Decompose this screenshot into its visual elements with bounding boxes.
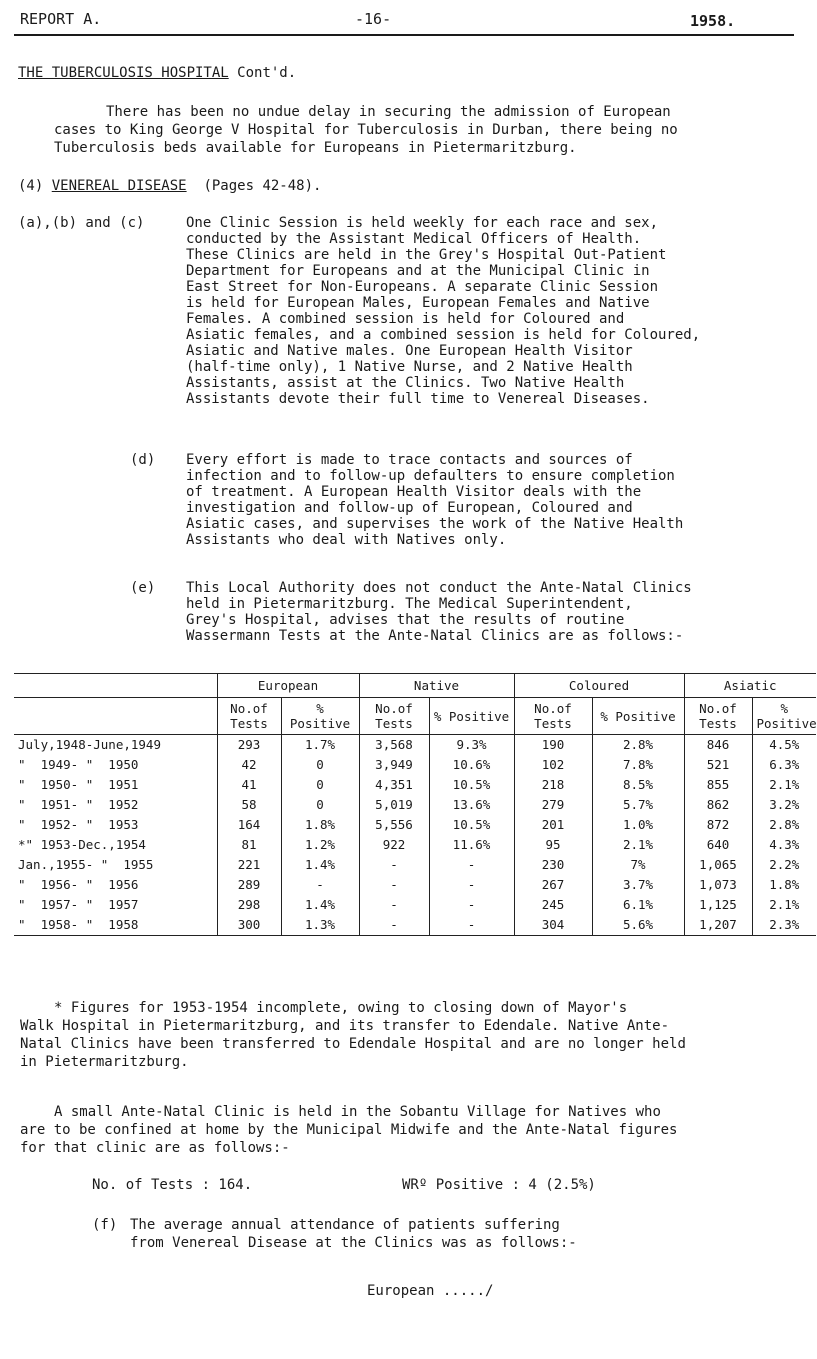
period-cell: *" 1953-Dec.,1954	[18, 837, 146, 852]
item-line: Asiatic and Native males. One European Health Visitor	[186, 343, 633, 359]
item-line: (half-time only), 1 Native Nurse, and 2 Native Health	[186, 359, 633, 375]
table-row	[14, 835, 816, 855]
positive-cell: 2.1%	[752, 775, 816, 795]
tests-cell: 872	[684, 815, 752, 835]
tests-cell: 855	[684, 775, 752, 795]
tb-paragraph-line: cases to King George V Hospital for Tuberculosis in Durban, there being no	[54, 122, 678, 138]
tests-cell: 41	[217, 775, 281, 795]
positive-cell: 1.3%	[281, 915, 359, 936]
section-heading-suffix: Cont'd.	[237, 65, 297, 81]
item-abc-label: (a),(b) and (c)	[18, 215, 145, 231]
report-label: REPORT A.	[20, 10, 102, 28]
item-line: Grey's Hospital, advises that the results of routine	[186, 612, 625, 628]
item-line: Wassermann Tests at the Ante-Natal Clinics are as follows:-	[186, 628, 684, 644]
tests-cell: 1,073	[684, 875, 752, 895]
col-tests: No.of Tests	[514, 698, 592, 735]
tests-cell: 521	[684, 755, 752, 775]
item-line: of treatment. A European Health Visitor deals with the	[186, 484, 642, 500]
col-tests: No.of Tests	[684, 698, 752, 735]
table-group-header	[14, 674, 816, 698]
positive-cell: 7%	[592, 855, 684, 875]
tests-cell: 218	[514, 775, 592, 795]
item-line: Assistants, assist at the Clinics. Two Native Health	[186, 375, 625, 391]
table-row	[14, 735, 816, 756]
positive-cell: 0	[281, 755, 359, 775]
positive-cell: 5.7%	[592, 795, 684, 815]
tests-cell: 846	[684, 735, 752, 756]
tests-cell: 245	[514, 895, 592, 915]
footnote-line: Natal Clinics have been transferred to Edendale Hospital and are no longer held	[20, 1036, 686, 1052]
positive-cell: 0	[281, 795, 359, 815]
footnote-line: * Figures for 1953-1954 incomplete, owing to closing down of Mayor's	[54, 1000, 628, 1016]
item-line: from Venereal Disease at the Clinics was as follows:-	[130, 1235, 577, 1251]
tests-cell: -	[359, 895, 429, 915]
item-line: Asiatic females, and a combined session is held for Coloured,	[186, 327, 701, 343]
positive-cell: 0	[281, 775, 359, 795]
item-line: Females. A combined session is held for Coloured and	[186, 311, 625, 327]
tests-cell: 298	[217, 895, 281, 915]
footnote-cont	[20, 1018, 686, 1070]
positive-cell: 9.3%	[429, 735, 514, 756]
tests-cell: 5,556	[359, 815, 429, 835]
positive-cell: 3.7%	[592, 875, 684, 895]
period-subheader	[14, 698, 217, 735]
footnote-line: in Pietermaritzburg.	[20, 1054, 189, 1070]
positive-cell: 2.1%	[592, 835, 684, 855]
sobantu-tests: No. of Tests : 164.	[92, 1177, 253, 1193]
tests-cell: 1,065	[684, 855, 752, 875]
tb-paragraph-text: There has been no undue delay in securing the admission of European	[106, 104, 671, 120]
period-header	[14, 674, 217, 698]
positive-cell: 5.6%	[592, 915, 684, 936]
item-f-body	[130, 1217, 577, 1251]
tests-cell: 95	[514, 835, 592, 855]
tests-cell: -	[359, 875, 429, 895]
item-line: investigation and follow-up of European, Coloured and	[186, 500, 633, 516]
positive-cell: 1.4%	[281, 895, 359, 915]
col-tests: No.of Tests	[217, 698, 281, 735]
group-european: European	[217, 674, 359, 698]
item-line: One Clinic Session is held weekly for each race and sex,	[186, 215, 659, 231]
positive-cell: 11.6%	[429, 835, 514, 855]
period-cell: " 1958- " 1958	[14, 915, 217, 936]
table-row	[14, 815, 816, 835]
tests-cell: 640	[684, 835, 752, 855]
period-cell: " 1951- " 1952	[18, 797, 139, 812]
tests-cell: 5,019	[359, 795, 429, 815]
tests-cell: -	[359, 915, 429, 936]
positive-cell: 7.8%	[592, 755, 684, 775]
positive-cell: 1.7%	[281, 735, 359, 756]
tests-cell: 922	[359, 835, 429, 855]
period-cell: " 1950- " 1951	[18, 777, 139, 792]
section-heading	[18, 65, 296, 81]
period-cell: " 1952- " 1953	[18, 817, 139, 832]
period-cell: " 1949- " 1950	[18, 757, 139, 772]
footnote	[54, 1000, 799, 1016]
item-line: infection and to follow-up defaulters to ensure completion	[186, 468, 675, 484]
item-e-body	[186, 580, 692, 644]
tests-cell: 293	[217, 735, 281, 756]
positive-cell: 10.5%	[429, 815, 514, 835]
tests-cell: 221	[217, 855, 281, 875]
period-cell: July,1948-June,1949	[18, 737, 161, 752]
positive-cell: 2.2%	[752, 855, 816, 875]
item-line: held in Pietermaritzburg. The Medical Superintendent,	[186, 596, 633, 612]
item-line: The average annual attendance of patients suffering	[130, 1217, 560, 1233]
period-cell: " 1957- " 1957	[18, 897, 139, 912]
group-native: Native	[359, 674, 514, 698]
positive-cell: 1.4%	[281, 855, 359, 875]
sobantu-line: are to be confined at home by the Municipal Midwife and the Ante-Natal figures	[20, 1122, 678, 1138]
col-positive: % Positive	[281, 698, 359, 735]
positive-cell: 2.1%	[752, 895, 816, 915]
continuation-text: European ...../	[367, 1283, 494, 1299]
positive-cell: 8.5%	[592, 775, 684, 795]
positive-cell: -	[429, 915, 514, 936]
item-line: Department for Europeans and at the Municipal Clinic in	[186, 263, 650, 279]
tests-cell: -	[359, 855, 429, 875]
positive-cell: 2.3%	[752, 915, 816, 936]
item-f-label: (f)	[92, 1217, 118, 1233]
group-asiatic: Asiatic	[684, 674, 816, 698]
positive-cell: 1.0%	[592, 815, 684, 835]
tests-cell: 81	[217, 835, 281, 855]
item-line: Asiatic cases, and supervises the work of the Native Health	[186, 516, 684, 532]
tests-cell: 1,125	[684, 895, 752, 915]
tests-cell: 3,568	[359, 735, 429, 756]
vd-heading-number: (4)	[18, 178, 44, 194]
header-rule	[14, 34, 794, 36]
tests-cell: 230	[514, 855, 592, 875]
positive-cell: 1.8%	[752, 875, 816, 895]
positive-cell: 6.1%	[592, 895, 684, 915]
positive-cell: -	[429, 855, 514, 875]
tb-paragraph-line: Tuberculosis beds available for Europeans in Pietermaritzburg.	[54, 140, 577, 156]
tests-cell: 289	[217, 875, 281, 895]
positive-cell: 10.5%	[429, 775, 514, 795]
item-line: Every effort is made to trace contacts and sources of	[186, 452, 633, 468]
positive-cell: -	[429, 895, 514, 915]
positive-cell: 6.3%	[752, 755, 816, 775]
table-row	[14, 795, 816, 815]
positive-cell: 4.5%	[752, 735, 816, 756]
vd-heading	[18, 178, 321, 194]
col-positive: % Positive	[592, 698, 684, 735]
item-line: is held for European Males, European Females and Native	[186, 295, 650, 311]
item-line: This Local Authority does not conduct the Ante-Natal Clinics	[186, 580, 692, 596]
tests-cell: 279	[514, 795, 592, 815]
positive-cell: 3.2%	[752, 795, 816, 815]
item-line: Assistants devote their full time to Venereal Diseases.	[186, 391, 650, 407]
positive-cell: 2.8%	[752, 815, 816, 835]
positive-cell: 10.6%	[429, 755, 514, 775]
footnote-line: Walk Hospital in Pietermaritzburg, and its transfer to Edendale. Native Ante-	[20, 1018, 670, 1034]
tests-cell: 1,207	[684, 915, 752, 936]
sobantu-line: for that clinic are as follows:-	[20, 1140, 290, 1156]
tests-cell: 267	[514, 875, 592, 895]
tests-cell: 190	[514, 735, 592, 756]
table-row	[14, 755, 816, 775]
item-line: These Clinics are held in the Grey's Hospital Out-Patient	[186, 247, 667, 263]
tests-cell: 4,351	[359, 775, 429, 795]
group-coloured: Coloured	[514, 674, 684, 698]
tests-cell: 58	[217, 795, 281, 815]
tests-cell: 862	[684, 795, 752, 815]
positive-cell: 1.8%	[281, 815, 359, 835]
tests-cell: 304	[514, 915, 592, 936]
table-row	[14, 775, 816, 795]
item-e-label: (e)	[130, 580, 156, 596]
item-line: East Street for Non-Europeans. A separate Clinic Session	[186, 279, 659, 295]
col-tests: No.of Tests	[359, 698, 429, 735]
tb-paragraph-line	[54, 104, 671, 120]
positive-cell: 1.2%	[281, 835, 359, 855]
vd-heading-title: VENEREAL DISEASE	[51, 178, 187, 194]
sobantu-line: A small Ante-Natal Clinic is held in the Sobantu Village for Natives who	[54, 1104, 661, 1120]
tests-cell: 102	[514, 755, 592, 775]
period-cell: Jan.,1955- " 1955	[18, 857, 154, 872]
positive-cell: -	[429, 875, 514, 895]
item-d-body	[186, 452, 683, 548]
item-abc-body	[186, 215, 700, 407]
item-d-label: (d)	[130, 452, 156, 468]
table-row	[14, 895, 816, 915]
col-positive: % Positive	[429, 698, 514, 735]
table-row	[14, 855, 816, 875]
positive-cell: 4.3%	[752, 835, 816, 855]
positive-cell: 2.8%	[592, 735, 684, 756]
tests-cell: 3,949	[359, 755, 429, 775]
period-cell: " 1956- " 1956	[18, 877, 139, 892]
table-row	[14, 915, 816, 936]
wassermann-results-table	[14, 673, 816, 936]
item-line: Assistants who deal with Natives only.	[186, 532, 507, 548]
positive-cell: -	[281, 875, 359, 895]
positive-cell: 13.6%	[429, 795, 514, 815]
sobantu-positive: WRº Positive : 4 (2.5%)	[402, 1177, 596, 1193]
table-sub-header	[14, 698, 816, 735]
vd-heading-pages: (Pages 42-48).	[203, 178, 322, 194]
item-line: conducted by the Assistant Medical Officers of Health.	[186, 231, 642, 247]
table-row	[14, 875, 816, 895]
page-number: -16-	[355, 10, 392, 28]
section-heading-title: THE TUBERCULOSIS HOSPITAL	[18, 65, 229, 81]
col-positive: % Positive	[752, 698, 816, 735]
report-year: 1958.	[690, 12, 736, 30]
tests-cell: 164	[217, 815, 281, 835]
tests-cell: 300	[217, 915, 281, 936]
table-body	[14, 735, 816, 936]
tests-cell: 42	[217, 755, 281, 775]
tests-cell: 201	[514, 815, 592, 835]
